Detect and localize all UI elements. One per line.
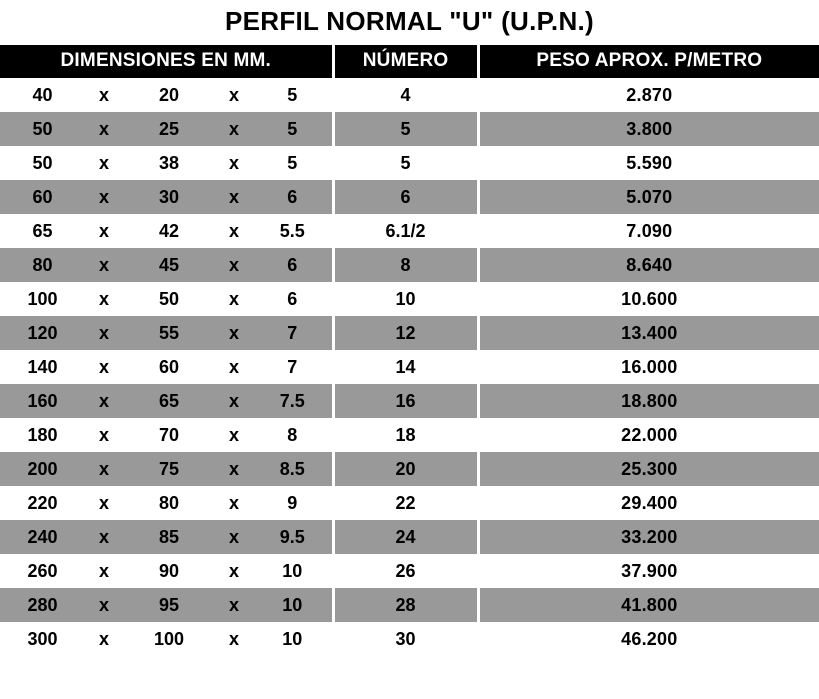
cell-weight: 41.800	[478, 588, 819, 622]
cell-width: 100	[123, 622, 215, 656]
cell-width: 60	[123, 350, 215, 384]
cell-separator: x	[215, 486, 253, 520]
cell-width: 42	[123, 214, 215, 248]
cell-number: 30	[333, 622, 478, 656]
table-row	[0, 486, 819, 520]
cell-separator: x	[85, 112, 123, 146]
cell-number: 5	[333, 146, 478, 180]
cell-number: 22	[333, 486, 478, 520]
cell-number: 10	[333, 282, 478, 316]
cell-weight: 25.300	[478, 452, 819, 486]
cell-separator: x	[85, 180, 123, 214]
cell-thickness: 5.5	[253, 214, 333, 248]
cell-separator: x	[215, 180, 253, 214]
table-row	[0, 146, 819, 180]
cell-separator: x	[215, 316, 253, 350]
cell-number: 18	[333, 418, 478, 452]
cell-height: 180	[0, 418, 85, 452]
cell-height: 120	[0, 316, 85, 350]
cell-weight: 10.600	[478, 282, 819, 316]
cell-width: 70	[123, 418, 215, 452]
cell-width: 45	[123, 248, 215, 282]
table-body	[0, 78, 819, 656]
cell-separator: x	[85, 520, 123, 554]
cell-separator: x	[85, 384, 123, 418]
table-row	[0, 214, 819, 248]
cell-number: 4	[333, 78, 478, 112]
cell-height: 65	[0, 214, 85, 248]
cell-height: 50	[0, 146, 85, 180]
cell-number: 28	[333, 588, 478, 622]
cell-height: 240	[0, 520, 85, 554]
cell-weight: 18.800	[478, 384, 819, 418]
cell-separator: x	[85, 622, 123, 656]
cell-width: 20	[123, 78, 215, 112]
cell-thickness: 7	[253, 316, 333, 350]
cell-number: 14	[333, 350, 478, 384]
table-row	[0, 180, 819, 214]
cell-separator: x	[85, 350, 123, 384]
cell-weight: 37.900	[478, 554, 819, 588]
cell-thickness: 5	[253, 112, 333, 146]
cell-width: 65	[123, 384, 215, 418]
cell-height: 220	[0, 486, 85, 520]
cell-height: 50	[0, 112, 85, 146]
cell-number: 8	[333, 248, 478, 282]
cell-thickness: 6	[253, 248, 333, 282]
cell-separator: x	[215, 384, 253, 418]
table-row	[0, 588, 819, 622]
cell-width: 38	[123, 146, 215, 180]
cell-width: 90	[123, 554, 215, 588]
cell-height: 160	[0, 384, 85, 418]
cell-number: 5	[333, 112, 478, 146]
cell-thickness: 9	[253, 486, 333, 520]
header-dimensions: DIMENSIONES EN MM.	[0, 45, 333, 78]
cell-thickness: 6	[253, 282, 333, 316]
cell-number: 6.1/2	[333, 214, 478, 248]
cell-width: 75	[123, 452, 215, 486]
cell-weight: 7.090	[478, 214, 819, 248]
cell-width: 30	[123, 180, 215, 214]
table-row	[0, 384, 819, 418]
cell-height: 140	[0, 350, 85, 384]
cell-separator: x	[85, 588, 123, 622]
table-row	[0, 350, 819, 384]
cell-weight: 46.200	[478, 622, 819, 656]
cell-weight: 22.000	[478, 418, 819, 452]
cell-weight: 29.400	[478, 486, 819, 520]
cell-height: 200	[0, 452, 85, 486]
table-row	[0, 316, 819, 350]
cell-number: 16	[333, 384, 478, 418]
cell-separator: x	[215, 248, 253, 282]
table-row	[0, 418, 819, 452]
cell-separator: x	[85, 282, 123, 316]
cell-thickness: 10	[253, 554, 333, 588]
table-row	[0, 112, 819, 146]
table-row	[0, 452, 819, 486]
cell-thickness: 10	[253, 622, 333, 656]
cell-separator: x	[85, 554, 123, 588]
cell-separator: x	[85, 248, 123, 282]
table-row	[0, 554, 819, 588]
cell-height: 280	[0, 588, 85, 622]
header-weight: PESO APROX. P/METRO	[478, 45, 819, 78]
cell-thickness: 6	[253, 180, 333, 214]
cell-width: 85	[123, 520, 215, 554]
cell-height: 300	[0, 622, 85, 656]
cell-separator: x	[215, 78, 253, 112]
table-row	[0, 282, 819, 316]
cell-separator: x	[85, 418, 123, 452]
cell-weight: 5.590	[478, 146, 819, 180]
cell-weight: 3.800	[478, 112, 819, 146]
cell-separator: x	[85, 316, 123, 350]
table-row	[0, 520, 819, 554]
cell-separator: x	[215, 418, 253, 452]
cell-separator: x	[215, 588, 253, 622]
cell-thickness: 9.5	[253, 520, 333, 554]
cell-separator: x	[215, 146, 253, 180]
cell-weight: 33.200	[478, 520, 819, 554]
cell-number: 6	[333, 180, 478, 214]
cell-thickness: 7	[253, 350, 333, 384]
cell-height: 260	[0, 554, 85, 588]
cell-separator: x	[215, 282, 253, 316]
cell-thickness: 5	[253, 146, 333, 180]
cell-separator: x	[215, 520, 253, 554]
cell-width: 50	[123, 282, 215, 316]
header-number: NÚMERO	[333, 45, 478, 78]
cell-width: 25	[123, 112, 215, 146]
cell-thickness: 5	[253, 78, 333, 112]
cell-separator: x	[215, 554, 253, 588]
cell-number: 26	[333, 554, 478, 588]
cell-separator: x	[215, 214, 253, 248]
cell-height: 100	[0, 282, 85, 316]
cell-thickness: 7.5	[253, 384, 333, 418]
table-header	[0, 45, 819, 78]
table-row	[0, 622, 819, 656]
cell-width: 80	[123, 486, 215, 520]
cell-weight: 2.870	[478, 78, 819, 112]
cell-thickness: 8.5	[253, 452, 333, 486]
cell-separator: x	[215, 452, 253, 486]
cell-separator: x	[85, 486, 123, 520]
table-row	[0, 78, 819, 112]
upn-profile-table	[0, 45, 819, 656]
cell-thickness: 8	[253, 418, 333, 452]
cell-weight: 8.640	[478, 248, 819, 282]
table-row	[0, 248, 819, 282]
cell-thickness: 10	[253, 588, 333, 622]
cell-height: 60	[0, 180, 85, 214]
cell-height: 80	[0, 248, 85, 282]
cell-number: 24	[333, 520, 478, 554]
cell-separator: x	[85, 214, 123, 248]
page-title: PERFIL NORMAL "U" (U.P.N.)	[224, 6, 595, 36]
cell-number: 12	[333, 316, 478, 350]
cell-width: 95	[123, 588, 215, 622]
cell-separator: x	[215, 622, 253, 656]
cell-weight: 13.400	[478, 316, 819, 350]
cell-separator: x	[85, 452, 123, 486]
cell-separator: x	[215, 112, 253, 146]
cell-weight: 5.070	[478, 180, 819, 214]
cell-separator: x	[85, 146, 123, 180]
cell-separator: x	[215, 350, 253, 384]
cell-weight: 16.000	[478, 350, 819, 384]
cell-number: 20	[333, 452, 478, 486]
cell-height: 40	[0, 78, 85, 112]
cell-width: 55	[123, 316, 215, 350]
cell-separator: x	[85, 78, 123, 112]
